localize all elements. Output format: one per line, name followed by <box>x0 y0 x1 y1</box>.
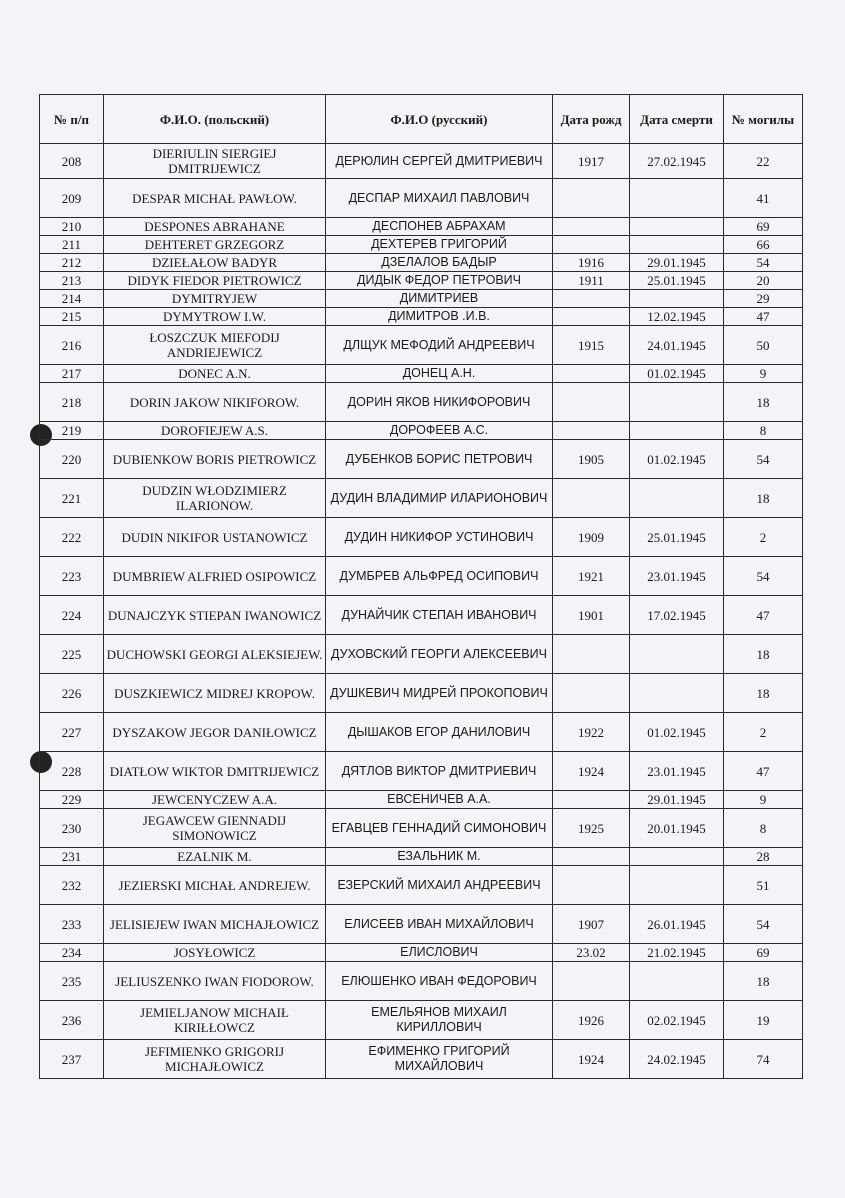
cell-birth-date: 1911 <box>553 272 630 290</box>
cell-name-polish: ŁOSZCZUK MIEFODIJ ANDRIEJEWICZ <box>104 326 326 365</box>
cell-name-polish: DIDYK FIEDOR PIETROWICZ <box>104 272 326 290</box>
table-row <box>40 272 803 290</box>
cell-grave-number: 69 <box>724 218 803 236</box>
cell-grave-number: 29 <box>724 290 803 308</box>
table-row <box>40 557 803 596</box>
cell-name-russian: ЕЗАЛЬНИК М. <box>326 848 553 866</box>
cell-death-date: 01.02.1945 <box>630 440 724 479</box>
cell-name-russian: ЕФИМЕНКО ГРИГОРИЙ МИХАЙЛОВИЧ <box>326 1040 553 1079</box>
cell-grave-number: 66 <box>724 236 803 254</box>
cell-birth-date: 1921 <box>553 557 630 596</box>
cell-name-polish: DESPONES ABRAHANE <box>104 218 326 236</box>
cell-birth-date <box>553 479 630 518</box>
table-row <box>40 365 803 383</box>
cell-number: 219 <box>40 422 104 440</box>
table-row <box>40 596 803 635</box>
cell-name-russian: ЕЛИСЛОВИЧ <box>326 944 553 962</box>
cell-birth-date: 1909 <box>553 518 630 557</box>
cell-birth-date <box>553 383 630 422</box>
cell-birth-date <box>553 179 630 218</box>
cell-name-russian: ДЛЩУК МЕФОДИЙ АНДРЕЕВИЧ <box>326 326 553 365</box>
cell-death-date <box>630 962 724 1001</box>
cell-grave-number: 8 <box>724 422 803 440</box>
cell-death-date <box>630 866 724 905</box>
cell-death-date <box>630 848 724 866</box>
cell-name-russian: ДОРОФЕЕВ А.С. <box>326 422 553 440</box>
cell-name-russian: ДУБЕНКОВ БОРИС ПЕТРОВИЧ <box>326 440 553 479</box>
cell-name-polish: DESPAR MICHAŁ PAWŁOW. <box>104 179 326 218</box>
cell-name-polish: DUNAJCZYK STIEPAN IWANOWICZ <box>104 596 326 635</box>
cell-grave-number: 51 <box>724 866 803 905</box>
cell-death-date <box>630 218 724 236</box>
table-row <box>40 791 803 809</box>
cell-death-date: 24.01.1945 <box>630 326 724 365</box>
cell-name-russian: ДУДИН НИКИФОР УСТИНОВИЧ <box>326 518 553 557</box>
cell-number: 209 <box>40 179 104 218</box>
cell-number: 233 <box>40 905 104 944</box>
cell-name-russian: ДЫШАКОВ ЕГОР ДАНИЛОВИЧ <box>326 713 553 752</box>
cell-number: 226 <box>40 674 104 713</box>
cell-number: 232 <box>40 866 104 905</box>
cell-name-polish: DUSZKIEWICZ MIDREJ KROPOW. <box>104 674 326 713</box>
cell-death-date: 25.01.1945 <box>630 272 724 290</box>
table-row <box>40 809 803 848</box>
cell-name-polish: DIATŁOW WIKTOR DMITRIJEWICZ <box>104 752 326 791</box>
table-row <box>40 752 803 791</box>
cell-birth-date: 1916 <box>553 254 630 272</box>
cell-death-date: 23.01.1945 <box>630 557 724 596</box>
cell-grave-number: 18 <box>724 962 803 1001</box>
table-row <box>40 674 803 713</box>
cell-number: 217 <box>40 365 104 383</box>
cell-birth-date: 1905 <box>553 440 630 479</box>
cell-death-date <box>630 422 724 440</box>
cell-name-polish: DOROFIEJEW A.S. <box>104 422 326 440</box>
cell-grave-number: 47 <box>724 752 803 791</box>
table-row <box>40 236 803 254</box>
cell-birth-date <box>553 422 630 440</box>
cell-number: 220 <box>40 440 104 479</box>
cell-death-date <box>630 479 724 518</box>
cell-number: 228 <box>40 752 104 791</box>
cell-grave-number: 28 <box>724 848 803 866</box>
cell-death-date: 25.01.1945 <box>630 518 724 557</box>
cell-number: 229 <box>40 791 104 809</box>
table-row <box>40 290 803 308</box>
cell-grave-number: 18 <box>724 479 803 518</box>
cell-birth-date <box>553 308 630 326</box>
cell-name-russian: ЕЗЕРСКИЙ МИХАИЛ АНДРЕЕВИЧ <box>326 866 553 905</box>
header-grave-number: № могилы <box>724 95 803 144</box>
cell-name-russian: ДИДЫК ФЕДОР ПЕТРОВИЧ <box>326 272 553 290</box>
cell-name-russian: ЕМЕЛЬЯНОВ МИХАИЛ КИРИЛЛОВИЧ <box>326 1001 553 1040</box>
cell-number: 235 <box>40 962 104 1001</box>
cell-number: 211 <box>40 236 104 254</box>
cell-name-russian: ЕГАВЦЕВ ГЕННАДИЙ СИМОНОВИЧ <box>326 809 553 848</box>
cell-grave-number: 54 <box>724 254 803 272</box>
cell-death-date: 29.01.1945 <box>630 254 724 272</box>
cell-death-date: 24.02.1945 <box>630 1040 724 1079</box>
cell-death-date: 17.02.1945 <box>630 596 724 635</box>
cell-name-russian: ДЕХТЕРЕВ ГРИГОРИЙ <box>326 236 553 254</box>
table-row <box>40 866 803 905</box>
cell-name-polish: DZIEŁAŁOW BADYR <box>104 254 326 272</box>
cell-name-polish: DUDZIN WŁODZIMIERZ ILARIONOW. <box>104 479 326 518</box>
cell-name-polish: JEMIELJANOW MICHAIŁ KIRIŁŁOWCZ <box>104 1001 326 1040</box>
table-row <box>40 905 803 944</box>
cell-death-date: 23.01.1945 <box>630 752 724 791</box>
cell-birth-date <box>553 218 630 236</box>
cell-grave-number: 2 <box>724 518 803 557</box>
cell-name-russian: ДИМИТРОВ .И.В. <box>326 308 553 326</box>
cell-birth-date: 1924 <box>553 1040 630 1079</box>
table-row <box>40 518 803 557</box>
cell-birth-date: 1926 <box>553 1001 630 1040</box>
cell-number: 216 <box>40 326 104 365</box>
cell-number: 231 <box>40 848 104 866</box>
cell-number: 237 <box>40 1040 104 1079</box>
cell-birth-date <box>553 290 630 308</box>
cell-death-date: 02.02.1945 <box>630 1001 724 1040</box>
cell-name-russian: ДЕСПАР МИХАИЛ ПАВЛОВИЧ <box>326 179 553 218</box>
header-number: № п/п <box>40 95 104 144</box>
cell-name-polish: JOSYŁOWICZ <box>104 944 326 962</box>
cell-grave-number: 54 <box>724 905 803 944</box>
table-row <box>40 440 803 479</box>
cell-birth-date: 23.02 <box>553 944 630 962</box>
cell-grave-number: 54 <box>724 557 803 596</box>
cell-grave-number: 20 <box>724 272 803 290</box>
cell-grave-number: 47 <box>724 308 803 326</box>
header-death-date: Дата смерти <box>630 95 724 144</box>
cell-birth-date <box>553 674 630 713</box>
cell-birth-date <box>553 848 630 866</box>
cell-name-polish: EZALNIK M. <box>104 848 326 866</box>
cell-number: 236 <box>40 1001 104 1040</box>
cell-number: 215 <box>40 308 104 326</box>
cell-death-date <box>630 635 724 674</box>
cell-death-date <box>630 674 724 713</box>
table-row <box>40 962 803 1001</box>
cell-name-russian: ДУДИН ВЛАДИМИР ИЛАРИОНОВИЧ <box>326 479 553 518</box>
table-row <box>40 179 803 218</box>
table-row <box>40 383 803 422</box>
cell-name-polish: JELISIEJEW IWAN MICHAJŁOWICZ <box>104 905 326 944</box>
table-row <box>40 218 803 236</box>
cell-birth-date: 1901 <box>553 596 630 635</box>
cell-name-polish: JEZIERSKI MICHAŁ ANDREJEW. <box>104 866 326 905</box>
cell-name-russian: ДЗЕЛАЛОВ БАДЫР <box>326 254 553 272</box>
table-row <box>40 326 803 365</box>
cell-number: 212 <box>40 254 104 272</box>
table-row <box>40 1001 803 1040</box>
cell-death-date: 26.01.1945 <box>630 905 724 944</box>
cell-death-date: 01.02.1945 <box>630 713 724 752</box>
cell-birth-date: 1917 <box>553 144 630 179</box>
cell-grave-number: 74 <box>724 1040 803 1079</box>
cell-name-russian: ДОНЕЦ А.Н. <box>326 365 553 383</box>
cell-death-date: 27.02.1945 <box>630 144 724 179</box>
cell-number: 230 <box>40 809 104 848</box>
table-row <box>40 422 803 440</box>
cell-number: 221 <box>40 479 104 518</box>
cell-name-polish: JEFIMIENKO GRIGORIJ MICHAJŁOWICZ <box>104 1040 326 1079</box>
table-row <box>40 713 803 752</box>
cell-number: 213 <box>40 272 104 290</box>
table-row <box>40 944 803 962</box>
cell-number: 214 <box>40 290 104 308</box>
cell-name-polish: DYMITRYJEW <box>104 290 326 308</box>
cell-birth-date: 1915 <box>553 326 630 365</box>
cell-grave-number: 9 <box>724 365 803 383</box>
cell-grave-number: 69 <box>724 944 803 962</box>
cell-name-polish: DUBIENKOW BORIS PIETROWICZ <box>104 440 326 479</box>
table-row <box>40 254 803 272</box>
cell-death-date <box>630 179 724 218</box>
cell-grave-number: 47 <box>724 596 803 635</box>
cell-birth-date <box>553 236 630 254</box>
cell-name-russian: ЕВСЕНИЧЕВ А.А. <box>326 791 553 809</box>
cell-number: 224 <box>40 596 104 635</box>
cell-birth-date <box>553 635 630 674</box>
table-row <box>40 848 803 866</box>
cell-name-russian: ДОРИН ЯКОВ НИКИФОРОВИЧ <box>326 383 553 422</box>
cell-death-date <box>630 290 724 308</box>
cell-name-polish: JELIUSZENKO IWAN FIODOROW. <box>104 962 326 1001</box>
cell-grave-number: 9 <box>724 791 803 809</box>
cell-name-russian: ЕЛИСЕЕВ ИВАН МИХАЙЛОВИЧ <box>326 905 553 944</box>
cell-number: 234 <box>40 944 104 962</box>
table-row <box>40 479 803 518</box>
cell-death-date <box>630 383 724 422</box>
cell-name-polish: DEHTERET GRZEGORZ <box>104 236 326 254</box>
cell-name-polish: JEGAWCEW GIENNADIJ SIMONOWICZ <box>104 809 326 848</box>
cell-birth-date: 1925 <box>553 809 630 848</box>
cell-birth-date: 1907 <box>553 905 630 944</box>
header-name-polish: Ф.И.О. (польский) <box>104 95 326 144</box>
cell-grave-number: 18 <box>724 674 803 713</box>
cell-name-polish: DUCHOWSKI GEORGI ALEKSIEJEW. <box>104 635 326 674</box>
header-name-russian: Ф.И.О (русский) <box>326 95 553 144</box>
table-row <box>40 1040 803 1079</box>
cell-name-russian: ДУМБРЕВ АЛЬФРЕД ОСИПОВИЧ <box>326 557 553 596</box>
cell-name-russian: ДЕСПОНЕВ АБРАХАМ <box>326 218 553 236</box>
table-row <box>40 144 803 179</box>
cell-name-polish: DUMBRIEW ALFRIED OSIPOWICZ <box>104 557 326 596</box>
cell-number: 223 <box>40 557 104 596</box>
cell-birth-date: 1922 <box>553 713 630 752</box>
cell-grave-number: 50 <box>724 326 803 365</box>
cell-grave-number: 22 <box>724 144 803 179</box>
cell-name-polish: DUDIN NIKIFOR USTANOWICZ <box>104 518 326 557</box>
cell-death-date: 12.02.1945 <box>630 308 724 326</box>
cell-number: 210 <box>40 218 104 236</box>
cell-birth-date <box>553 866 630 905</box>
cell-number: 227 <box>40 713 104 752</box>
cell-grave-number: 18 <box>724 383 803 422</box>
burial-register-table <box>39 94 803 1079</box>
cell-number: 222 <box>40 518 104 557</box>
cell-death-date: 01.02.1945 <box>630 365 724 383</box>
cell-grave-number: 54 <box>724 440 803 479</box>
cell-name-polish: DYSZAKOW JEGOR DANIŁOWICZ <box>104 713 326 752</box>
header-birth-date: Дата рожд <box>553 95 630 144</box>
table-row <box>40 635 803 674</box>
cell-name-russian: ДУНАЙЧИК СТЕПАН ИВАНОВИЧ <box>326 596 553 635</box>
cell-name-polish: DORIN JAKOW NIKIFOROW. <box>104 383 326 422</box>
cell-name-polish: DONEC A.N. <box>104 365 326 383</box>
cell-number: 208 <box>40 144 104 179</box>
cell-number: 218 <box>40 383 104 422</box>
cell-grave-number: 2 <box>724 713 803 752</box>
cell-birth-date <box>553 365 630 383</box>
cell-name-polish: JEWCENYCZEW A.A. <box>104 791 326 809</box>
table-row <box>40 308 803 326</box>
cell-name-russian: ДИМИТРИЕВ <box>326 290 553 308</box>
cell-name-russian: ЕЛЮШЕНКО ИВАН ФЕДОРОВИЧ <box>326 962 553 1001</box>
cell-grave-number: 19 <box>724 1001 803 1040</box>
cell-name-russian: ДЕРЮЛИН СЕРГЕЙ ДМИТРИЕВИЧ <box>326 144 553 179</box>
cell-name-russian: ДУХОВСКИЙ ГЕОРГИ АЛЕКСЕЕВИЧ <box>326 635 553 674</box>
header-row <box>40 95 803 144</box>
cell-grave-number: 8 <box>724 809 803 848</box>
cell-birth-date: 1924 <box>553 752 630 791</box>
cell-death-date: 29.01.1945 <box>630 791 724 809</box>
cell-birth-date <box>553 791 630 809</box>
cell-name-polish: DYMYTROW I.W. <box>104 308 326 326</box>
cell-grave-number: 18 <box>724 635 803 674</box>
cell-grave-number: 41 <box>724 179 803 218</box>
cell-name-polish: DIERIULIN SIERGIEJ DMITRIJEWICZ <box>104 144 326 179</box>
cell-name-russian: ДУШКЕВИЧ МИДРЕЙ ПРОКОПОВИЧ <box>326 674 553 713</box>
cell-name-russian: ДЯТЛОВ ВИКТОР ДМИТРИЕВИЧ <box>326 752 553 791</box>
cell-death-date <box>630 236 724 254</box>
cell-death-date: 20.01.1945 <box>630 809 724 848</box>
cell-death-date: 21.02.1945 <box>630 944 724 962</box>
cell-birth-date <box>553 962 630 1001</box>
cell-number: 225 <box>40 635 104 674</box>
